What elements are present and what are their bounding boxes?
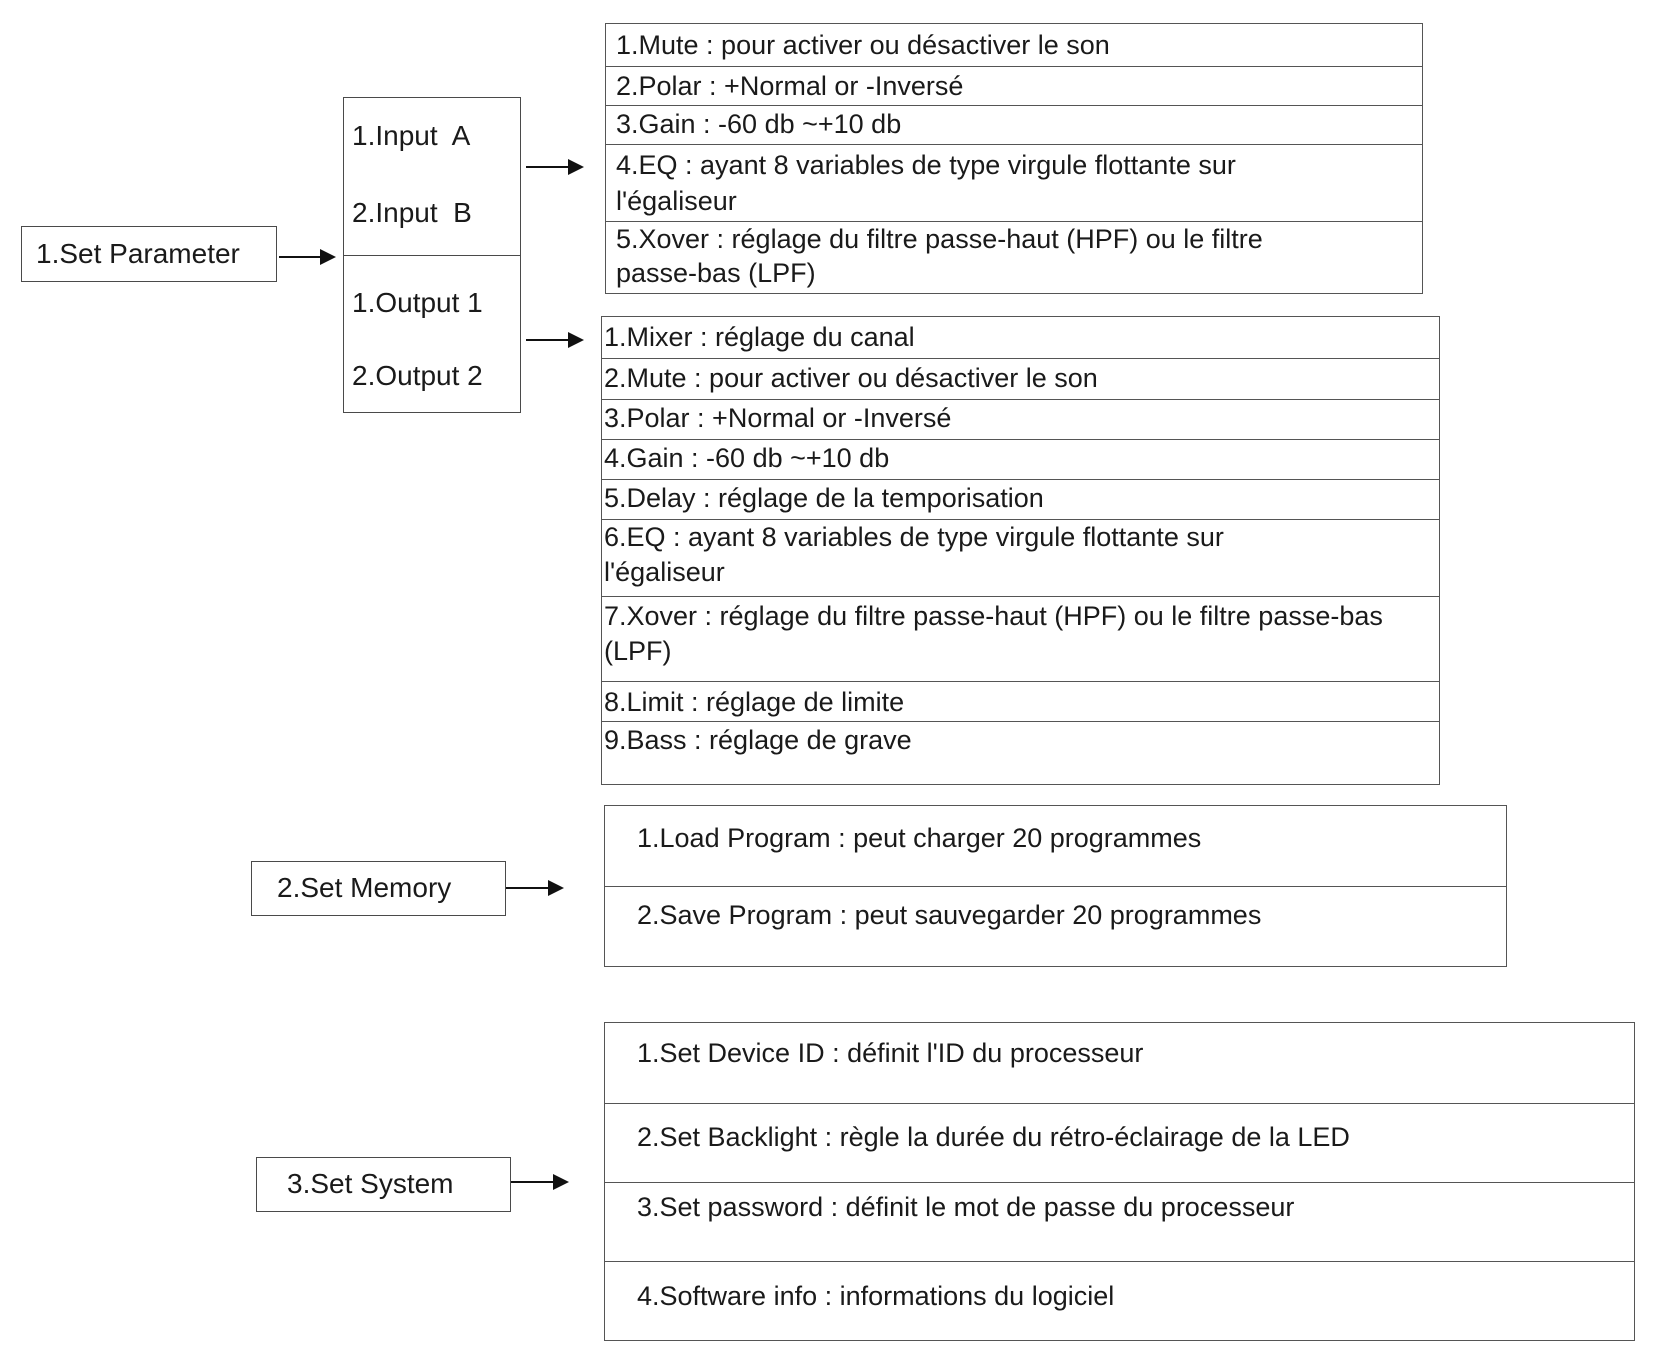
system-setting-row bbox=[605, 1023, 1634, 1104]
system-setting-row bbox=[605, 1104, 1634, 1183]
memory-setting-row bbox=[605, 806, 1506, 887]
io-divider bbox=[344, 255, 520, 256]
system-setting-password: 3.Set password : définit le mot de passe du processeur bbox=[637, 1192, 1295, 1222]
system-settings-table bbox=[604, 1022, 1635, 1341]
output-setting-row bbox=[602, 597, 1439, 682]
output-setting-mute: 2.Mute : pour activer ou désactiver le son bbox=[604, 363, 1098, 393]
output-setting-eq: 6.EQ : ayant 8 variables de type virgule flottante sur l'égaliseur bbox=[604, 522, 1224, 587]
system-setting-device-id: 1.Set Device ID : définit l'ID du processeur bbox=[637, 1038, 1144, 1068]
set-system-label: 3.Set System bbox=[287, 1168, 454, 1199]
output-setting-row bbox=[602, 440, 1439, 480]
input-b-label: 2.Input B bbox=[352, 197, 472, 228]
output-setting-limit: 8.Limit : réglage de limite bbox=[604, 687, 905, 717]
output-setting-row bbox=[602, 359, 1439, 400]
output-setting-delay: 5.Delay : réglage de la temporisation bbox=[604, 483, 1044, 513]
system-setting-software-info: 4.Software info : informations du logiciel bbox=[637, 1281, 1115, 1311]
input-setting-xover: 5.Xover : réglage du filtre passe-haut (HPF) ou le filtre passe-bas (LPF) bbox=[616, 224, 1263, 288]
set-system-box bbox=[256, 1157, 511, 1212]
memory-settings-table bbox=[604, 805, 1507, 967]
system-setting-row bbox=[605, 1183, 1634, 1262]
input-setting-polar: 2.Polar : +Normal or -Inversé bbox=[616, 71, 964, 101]
output-setting-polar: 3.Polar : +Normal or -Inversé bbox=[604, 403, 952, 433]
input-a-label: 1.Input A bbox=[352, 120, 471, 151]
output-setting-row bbox=[602, 722, 1439, 786]
output-setting-gain: 4.Gain : -60 db ~+10 db bbox=[604, 443, 890, 473]
arrow-memory bbox=[506, 887, 562, 889]
output-1-label: 1.Output 1 bbox=[352, 287, 483, 318]
system-setting-backlight: 2.Set Backlight : règle la durée du rétro-éclairage de la LED bbox=[637, 1122, 1350, 1152]
arrow-input-to-settings bbox=[526, 166, 582, 168]
memory-setting-row bbox=[605, 887, 1506, 968]
input-setting-gain: 3.Gain : -60 db ~+10 db bbox=[616, 109, 902, 139]
memory-setting-save: 2.Save Program : peut sauvegarder 20 programmes bbox=[637, 900, 1262, 930]
input-setting-mute: 1.Mute : pour activer ou désactiver le son bbox=[616, 30, 1110, 60]
input-setting-eq: 4.EQ : ayant 8 variables de type virgule flottante sur l'égaliseur bbox=[616, 150, 1236, 216]
arrow-output-to-settings bbox=[526, 339, 582, 341]
input-setting-row bbox=[606, 106, 1422, 145]
output-setting-row bbox=[602, 520, 1439, 597]
system-setting-row bbox=[605, 1262, 1634, 1342]
input-setting-row bbox=[606, 24, 1422, 67]
output-setting-row bbox=[602, 400, 1439, 440]
io-channel-box bbox=[343, 97, 521, 413]
output-setting-xover: 7.Xover : réglage du filtre passe-haut (HPF) ou le filtre passe-bas (LPF) bbox=[604, 601, 1383, 666]
output-setting-row bbox=[602, 480, 1439, 520]
memory-setting-load: 1.Load Program : peut charger 20 programmes bbox=[637, 823, 1202, 853]
output-setting-row bbox=[602, 682, 1439, 722]
input-setting-row bbox=[606, 67, 1422, 106]
output-setting-row bbox=[602, 317, 1439, 359]
input-setting-row bbox=[606, 222, 1422, 295]
arrow-parameter-to-io bbox=[279, 256, 334, 258]
set-memory-box bbox=[251, 861, 506, 916]
arrow-system bbox=[511, 1181, 567, 1183]
output-setting-bass: 9.Bass : réglage de grave bbox=[604, 725, 912, 755]
set-parameter-box bbox=[21, 226, 277, 282]
set-memory-label: 2.Set Memory bbox=[277, 872, 452, 903]
input-settings-table bbox=[605, 23, 1423, 294]
set-parameter-label: 1.Set Parameter bbox=[36, 238, 240, 269]
output-setting-mixer: 1.Mixer : réglage du canal bbox=[604, 322, 915, 352]
output-settings-table bbox=[601, 316, 1440, 785]
output-2-label: 2.Output 2 bbox=[352, 360, 483, 391]
input-setting-row bbox=[606, 145, 1422, 222]
